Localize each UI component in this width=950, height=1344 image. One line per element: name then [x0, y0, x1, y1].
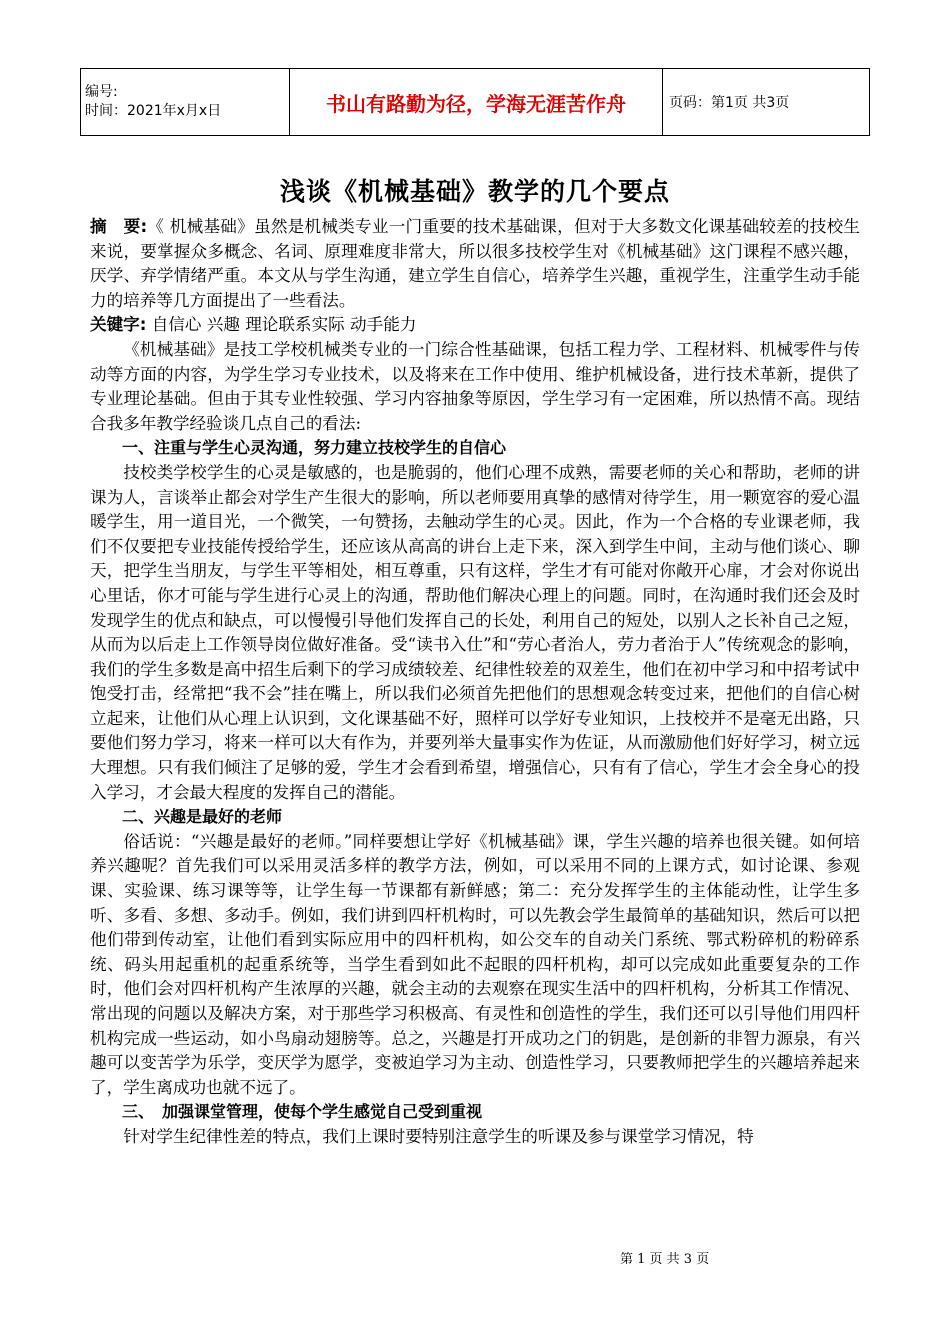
- keywords-paragraph: [90, 313, 860, 338]
- section-heading-1: 一、注重与学生心灵沟通，努力建立技校学生的自信心: [122, 438, 507, 458]
- header-meta: [81, 69, 290, 136]
- intro-paragraph: 《机械基础》是技工学校机械类专业的一门综合性基础课，包括工程力学、工程材料、机械零件与传动等方面的内容，为学生学习专业技术，以及将来在工作中使用、维护机械设备，进行技术革新，提供了专业理论基础。但由于其专业性较强、学习内容抽象等原因，学生学习有一定困难，所以热情不高。现结合我多年教学经验谈几点自己的看法:: [90, 339, 860, 433]
- section-heading-3: 三、 加强课堂管理，使每个学生感觉自己受到重视: [122, 1102, 483, 1122]
- header-page-info: 页码：第1页 共3页: [663, 69, 870, 136]
- abstract-label: 摘 要:: [90, 217, 148, 236]
- header-table: [80, 68, 870, 136]
- abstract-text: 《 机械基础》虽然是机械类专业一门重要的技术基础课，但对于大多数文化课基础较差的技校生来说，要掌握众多概念、名词、原理难度非常大，所以很多技校学生对《机械基础》这门课程不感兴趣，厌学、弃学情绪严重。本文从与学生沟通，建立学生自信心，培养学生兴趣，重视学生，注重学生动手能力的培养等几方面提出了一些看法。: [90, 217, 860, 310]
- keywords-label: 关键字:: [90, 315, 147, 335]
- page-footer: 第 1 页 共 3 页: [620, 1252, 710, 1267]
- section-heading-2: 二、兴趣是最好的老师: [122, 807, 283, 827]
- abstract-paragraph: [90, 215, 860, 313]
- page-title: 浅谈《机械基础》教学的几个要点: [279, 177, 670, 206]
- document-body: [90, 215, 860, 1150]
- time-label: 时间：2021年x月x日: [85, 103, 222, 119]
- keywords-text: 自信心 兴趣 理论联系实际 动手能力: [146, 315, 417, 335]
- section-paragraph-3: 针对学生纪律性差的特点，我们上课时要特别注意学生的听课及参与课堂学习情况，特: [123, 1126, 754, 1146]
- section-paragraph-2: 俗话说：“兴趣是最好的老师。”同样要想让学好《机械基础》课，学生兴趣的培养也很关键。如何培养兴趣呢？首先我们可以采用灵活多样的教学方法，例如，可以采用不同的上课方式，如讨论课、参观课、实验课、练习课等等，让学生每一节课都有新鲜感；第二：充分发挥学生的主体能动性，让学生多听、多看、多想、多动手。例如，我们讲到四杆机构时，可以先教会学生最简单的基础知识，然后可以把他们带到传动室，让他们看到实际应用中的四杆机构，如公交车的自动关门系统、鄂式粉碎机的粉碎系统、码头用起重机的起重系统等，当学生看到如此不起眼的四杆机构，却可以完成如此重要复杂的工作时，他们会对四杆机构产生浓厚的兴趣，就会主动的去观察在现实生活中的四杆机构，分析其工作情况、常出现的问题以及解决方案，对于那些学习积极高、有灵性和创造性的学生，我们还可以引导他们用四杆机构完成一些运动，如小鸟扇动翅膀等。总之，兴趣是打开成功之门的钥匙，是创新的非智力源泉，有兴趣可以变苦学为乐学，变厌学为愿学，变被迫学习为主动、创造性学习，只要教师把学生的兴趣培养起来了，学生离成功也就不远了。: [90, 831, 860, 1097]
- section-paragraph-1: 技校类学校学生的心灵是敏感的，也是脆弱的，他们心理不成熟，需要老师的关心和帮助，老师的讲课为人，言谈举止都会对学生产生很大的影响，所以老师要用真挚的感情对待学生，用一颗宽容的爱心温暖学生，用一道目光，一个微笑，一句赞扬，去触动学生的心灵。因此，作为一个合格的专业课老师，我们不仅要把专业技能传授给学生，还应该从高高的讲台上走下来，深入到学生中间，主动与他们谈心、聊天，把学生当朋友，与学生平等相处，相互尊重，只有这样，学生才有可能对你敞开心扉，才会对你说出心里话，你才可能与学生进行心灵上的沟通，帮助他们解决心理上的问题。同时，在沟通时我们还会及时发现学生的优点和缺点，可以慢慢引导他们发挥自己的长处，利用自己的短处，以别人之长补自己之短，从而为以后走上工作领导岗位做好准备。受“读书入仕”和“劳心者治人，劳力者治于人”传统观念的影响，我们的学生多数是高中招生后剩下的学习成绩较差、纪律性较差的双差生，他们在初中学习和中招考试中饱受打击，经常把“我不会”挂在嘴上，所以我们必须首先把他们的思想观念转变过来，把他们的自信心树立起来，让他们从心理上认识到，文化课基础不好，照样可以学好专业知识，上技校并不是毫无出路，只要他们努力学习，将来一样可以大有作为，并要列举大量事实作为佐证，从而激励他们好好学习，树立远大理想。只有我们倾注了足够的爱，学生才会看到希望，增强信心，只有有了信心，学生才会全身心的投入学习，才会最大程度的发挥自己的潜能。: [90, 462, 860, 802]
- header-motto: 书山有路勤为径，学海无涯苦作舟: [290, 69, 663, 136]
- serial-label: 编号:: [85, 84, 118, 100]
